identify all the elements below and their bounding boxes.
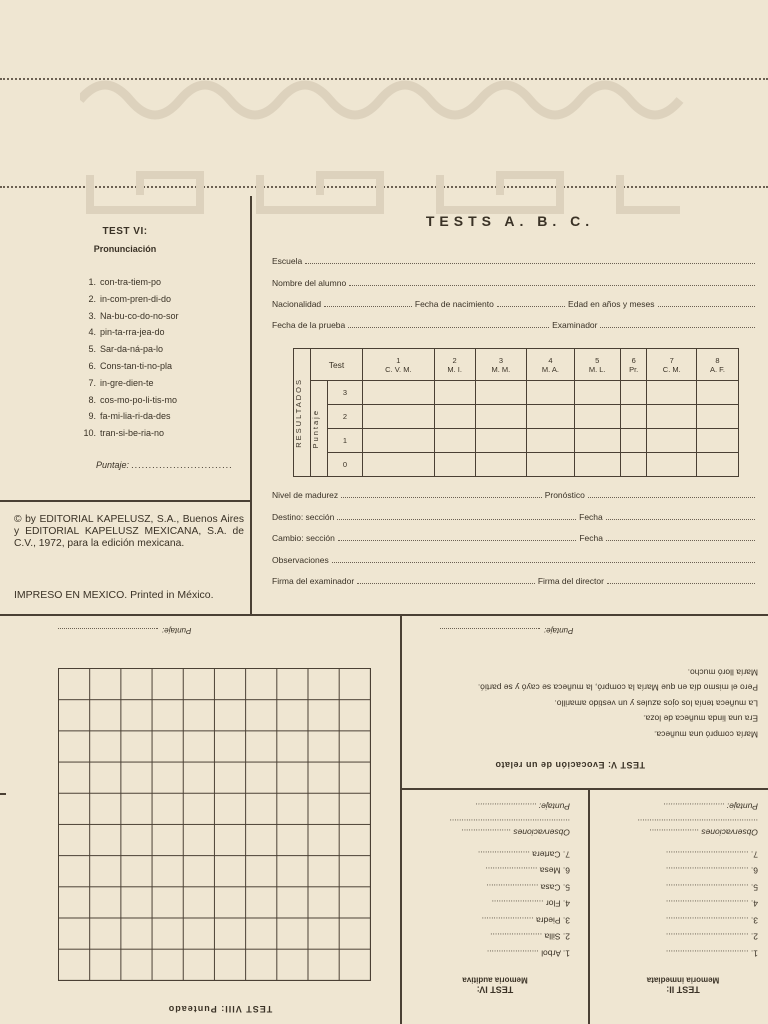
test4-puntaje[interactable]: Puntaje: .......................... xyxy=(475,802,570,812)
list-item[interactable]: 2. Silla ...................... xyxy=(490,932,570,942)
column-header: 3 M. M. xyxy=(475,349,527,381)
column-header: 1 C. V. M. xyxy=(363,349,435,381)
list-item: 4. pin-ta-rra-jea-do xyxy=(88,327,165,338)
firmas-row[interactable]: Firma del examinador Firma del director xyxy=(272,576,758,586)
test2-section: TEST II: Memoria inmediata 1. ................................... 2. ................................... 3. ................................... 4. ................................... 5. ................................... 6. ................................... 7. ................................... Observaciones ..................... ................................................... Puntaje: .......................... xyxy=(608,802,758,995)
results-table xyxy=(293,348,739,477)
list-item: 1. con-tra-tiem-po xyxy=(88,277,162,287)
list-item: 3. Na-bu-co-do-no-sor xyxy=(88,310,179,321)
list-item[interactable]: 1. Arbol ...................... xyxy=(486,948,570,959)
test5-story: María compró una muñeca. Era una linda muñeca de loza. La muñeca tenía los ojos azules y un vestido amarillo. Pero el mismo día en que María la compró, la muñeca se cayó y se partió. María lloró mucho. xyxy=(477,667,758,740)
list-item: 7. in-gre-dien-te xyxy=(88,377,154,388)
divider-test4-test2 xyxy=(588,788,590,1024)
test5-puntaje[interactable]: Puntaje: xyxy=(440,626,620,635)
test2-observaciones[interactable]: Observaciones ..................... xyxy=(649,828,758,838)
score-label: 3 xyxy=(328,381,363,405)
test8-dot-grid[interactable] xyxy=(58,668,371,981)
score-label: 1 xyxy=(328,429,363,453)
column-header: 6 Pr. xyxy=(620,349,647,381)
test6-word-list xyxy=(78,274,179,442)
list-item: 5. Sar-da-ná-pa-lo xyxy=(88,344,164,355)
column-header: 8 A. F. xyxy=(697,349,739,381)
score-label: 0 xyxy=(328,453,363,477)
list-item[interactable]: 7. ................................... xyxy=(665,849,758,860)
fecha-prueba-row[interactable]: Fecha de la prueba Examinador xyxy=(272,320,758,330)
list-item[interactable]: 4. Flor ...................... xyxy=(491,899,570,909)
score-label: 2 xyxy=(328,405,363,429)
list-item[interactable]: 4. ................................... xyxy=(665,899,758,909)
column-header: 5 M. L. xyxy=(574,349,620,381)
column-header: 7 C. M. xyxy=(647,349,697,381)
copyright-notice: © by EDITORIAL KAPELUSZ, S.A., Buenos Aires y EDITORIAL KAPELUSZ MEXICANA, S.A. de C.V., 1972, para la edición mexicana. xyxy=(14,514,244,549)
list-item: 10. tran-si-be-ria-no xyxy=(83,428,165,439)
nombre-field[interactable]: Nombre del alumno xyxy=(272,278,758,288)
column-header: 4 M. A. xyxy=(527,349,574,381)
test-header: Test xyxy=(311,349,363,381)
test8-title: TEST VIII: Punteado xyxy=(167,1004,273,1014)
list-item[interactable]: 1. ................................... xyxy=(665,948,758,959)
destino-row[interactable]: Destino: sección Fecha xyxy=(272,512,758,522)
divider-copyright xyxy=(0,500,252,502)
column-header: 2 M. I. xyxy=(434,349,475,381)
test6-puntaje[interactable]: Puntaje: ............................. xyxy=(96,460,234,470)
list-item[interactable]: 3. Piedra ...................... xyxy=(481,915,570,926)
divider-vertical-top xyxy=(250,196,252,614)
divider-middle xyxy=(0,614,768,616)
edge-mark xyxy=(0,793,6,795)
form-title: TESTS A. B. C. xyxy=(425,213,595,229)
test4-observaciones[interactable]: Observaciones ..................... xyxy=(461,828,570,838)
list-item[interactable]: 3. ................................... xyxy=(665,915,758,926)
test6-subtitle: Pronunciación xyxy=(93,244,157,254)
printed-in: IMPRESO EN MEXICO. Printed in México. xyxy=(14,589,214,601)
puntaje-label: Puntaje xyxy=(311,408,320,449)
list-item: 9. fa-mi-lia-ri-da-des xyxy=(88,411,171,422)
test5-title: TEST V: Evocación de un relato xyxy=(494,760,646,770)
ghost-wave-pattern xyxy=(80,70,690,130)
list-item: 2. in-com-pren-di-do xyxy=(88,293,172,304)
test4-section: TEST IV: Memoria auditiva 1. Arbol ...................... 2. Silla ...................... 3. Piedra ...................... 4. Flor ...................... 5. Casa ...................... 6. Mesa ...................... 7. Cartera ...................... Observaciones ..................... ................................................... Puntaje: .......................... xyxy=(420,802,570,995)
list-item[interactable]: 5. Casa ...................... xyxy=(486,882,570,893)
list-item[interactable]: 7. Cartera ...................... xyxy=(477,849,570,860)
observaciones-field[interactable]: Observaciones xyxy=(272,555,758,565)
escuela-field[interactable]: Escuela xyxy=(272,256,758,266)
list-item[interactable]: 5. ................................... xyxy=(665,882,758,893)
list-item: 6. Cons-tan-ti-no-pla xyxy=(88,360,173,371)
nacionalidad-row[interactable]: Nacionalidad Fecha de nacimiento Edad en años y meses xyxy=(272,299,758,309)
resultados-label: RESULTADOS xyxy=(294,377,303,448)
test6-title: TEST VI: xyxy=(102,226,148,237)
list-item[interactable]: 6. Mesa ...................... xyxy=(485,866,570,876)
list-item[interactable]: 6. ................................... xyxy=(665,866,758,876)
nivel-row[interactable]: Nivel de madurez Pronóstico xyxy=(272,490,758,500)
list-item: 8. cos-mo-po-li-tis-mo xyxy=(88,394,178,405)
list-item[interactable]: 2. ................................... xyxy=(665,932,758,942)
test8-puntaje[interactable]: Puntaje: xyxy=(58,626,258,635)
test2-puntaje[interactable]: Puntaje: .......................... xyxy=(663,802,758,812)
divider-test5 xyxy=(400,788,768,790)
cambio-row[interactable]: Cambio: sección Fecha xyxy=(272,533,758,543)
divider-vertical-bottom xyxy=(400,614,402,1024)
